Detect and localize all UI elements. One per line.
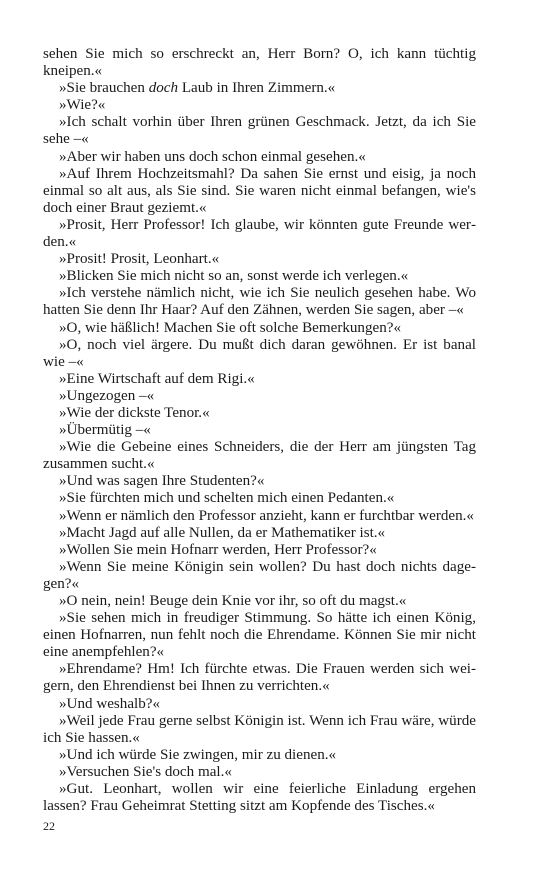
paragraph: »Wie?« <box>59 97 106 114</box>
page-body <box>43 46 476 815</box>
paragraph: »Ich schalt vorhin über Ihren grünen Geschmack. Jetzt, da ich Sie sehe –« <box>43 114 476 148</box>
paragraph: »Sie brauchen doch Laub in Ihren Zimmern.« <box>59 80 336 97</box>
paragraph: »Prosit, Herr Professor! Ich glaube, wir könnten gute Freunde werden.« <box>43 216 476 251</box>
paragraph: »Ungezogen –« <box>59 387 155 404</box>
paragraph: »O, noch viel ärgere. Du mußt dich daran gewöhnen. Er ist banal wie –« <box>43 336 476 370</box>
paragraph: »Prosit! Prosit, Leonhart.« <box>59 251 220 268</box>
paragraph: »O nein, nein! Beuge dein Knie vor ihr, so oft du magst.« <box>59 593 407 609</box>
paragraph: »Blicken Sie mich nicht so an, sonst werde ich verlegen.« <box>59 268 409 285</box>
emphasis: doch <box>148 80 179 97</box>
paragraph: »Ehrendame? Hm! Ich fürchte etwas. Die Frauen werden sich weigern, den Ehrendienst bei Ihnen zu verrichten.« <box>43 661 476 695</box>
page-number: 22 <box>43 819 55 833</box>
paragraph: »Wie die Gebeine eines Schneiders, die der Herr am jüngsten Tag zusammen sucht.« <box>43 439 476 473</box>
paragraph: »Weil jede Frau gerne selbst Königin ist. Wenn ich Frau wäre, würde ich Sie hassen.« <box>43 712 476 746</box>
paragraph: »Macht Jagd auf alle Nullen, da er Mathematiker ist.« <box>59 524 386 541</box>
paragraph: »Und weshalb?« <box>59 695 161 712</box>
paragraph: »Ich verstehe nämlich nicht, wie ich Sie neulich gesehen habe. Wo hatten Sie denn Ihr Haar? Auf den Zähnen, werden Sie sagen, aber –« <box>43 285 476 319</box>
paragraph: »Gut. Leonhart, wollen wir eine feierliche Einladung ergehen lassen? Frau Geheimrat Stetting sitzt am Kopfende des Tisches.« <box>43 781 476 815</box>
paragraph: »Aber wir haben uns doch schon einmal gesehen.« <box>59 148 366 165</box>
paragraph: »Wie der dickste Tenor.« <box>59 404 210 421</box>
paragraph: »Versuchen Sie's doch mal.« <box>59 763 232 780</box>
paragraph: sehen Sie mich so erschreckt an, Herr Born? O, ich kann tüchtig kneipen.« <box>43 46 476 80</box>
paragraph: »Sie fürchten mich und schelten mich einen Pedanten.« <box>59 490 395 507</box>
paragraph: »Sie sehen mich in freudiger Stimmung. So hätte ich einen König, einen Hofnarren, nun fehlt noch die Ehrendame. Können Sie mir nicht eine anempfehlen?« <box>43 610 476 661</box>
paragraph: »Auf Ihrem Hochzeitsmahl? Da sahen Sie ernst und eisig, ja noch einmal so alt aus, als Sie sind. Sie waren nicht einmal befangen, wie's doch einer Braut geziemt.« <box>43 165 476 216</box>
paragraph: »Eine Wirtschaft auf dem Rigi.« <box>59 370 255 387</box>
paragraph: »O, wie häßlich! Machen Sie oft solche Bemerkungen?« <box>59 319 402 336</box>
paragraph: »Wollen Sie mein Hofnarr werden, Herr Professor?« <box>59 541 377 558</box>
paragraph: »Übermütig –« <box>59 422 151 439</box>
paragraph: »Und was sagen Ihre Studenten?« <box>59 473 265 490</box>
paragraph: »Wenn Sie meine Königin sein wollen? Du hast doch nichts dagegen?« <box>43 558 476 592</box>
paragraph: »Und ich würde Sie zwingen, mir zu dienen.« <box>59 746 337 763</box>
paragraph: »Wenn er nämlich den Professor anzieht, kann er furchtbar werden.« <box>59 507 474 524</box>
